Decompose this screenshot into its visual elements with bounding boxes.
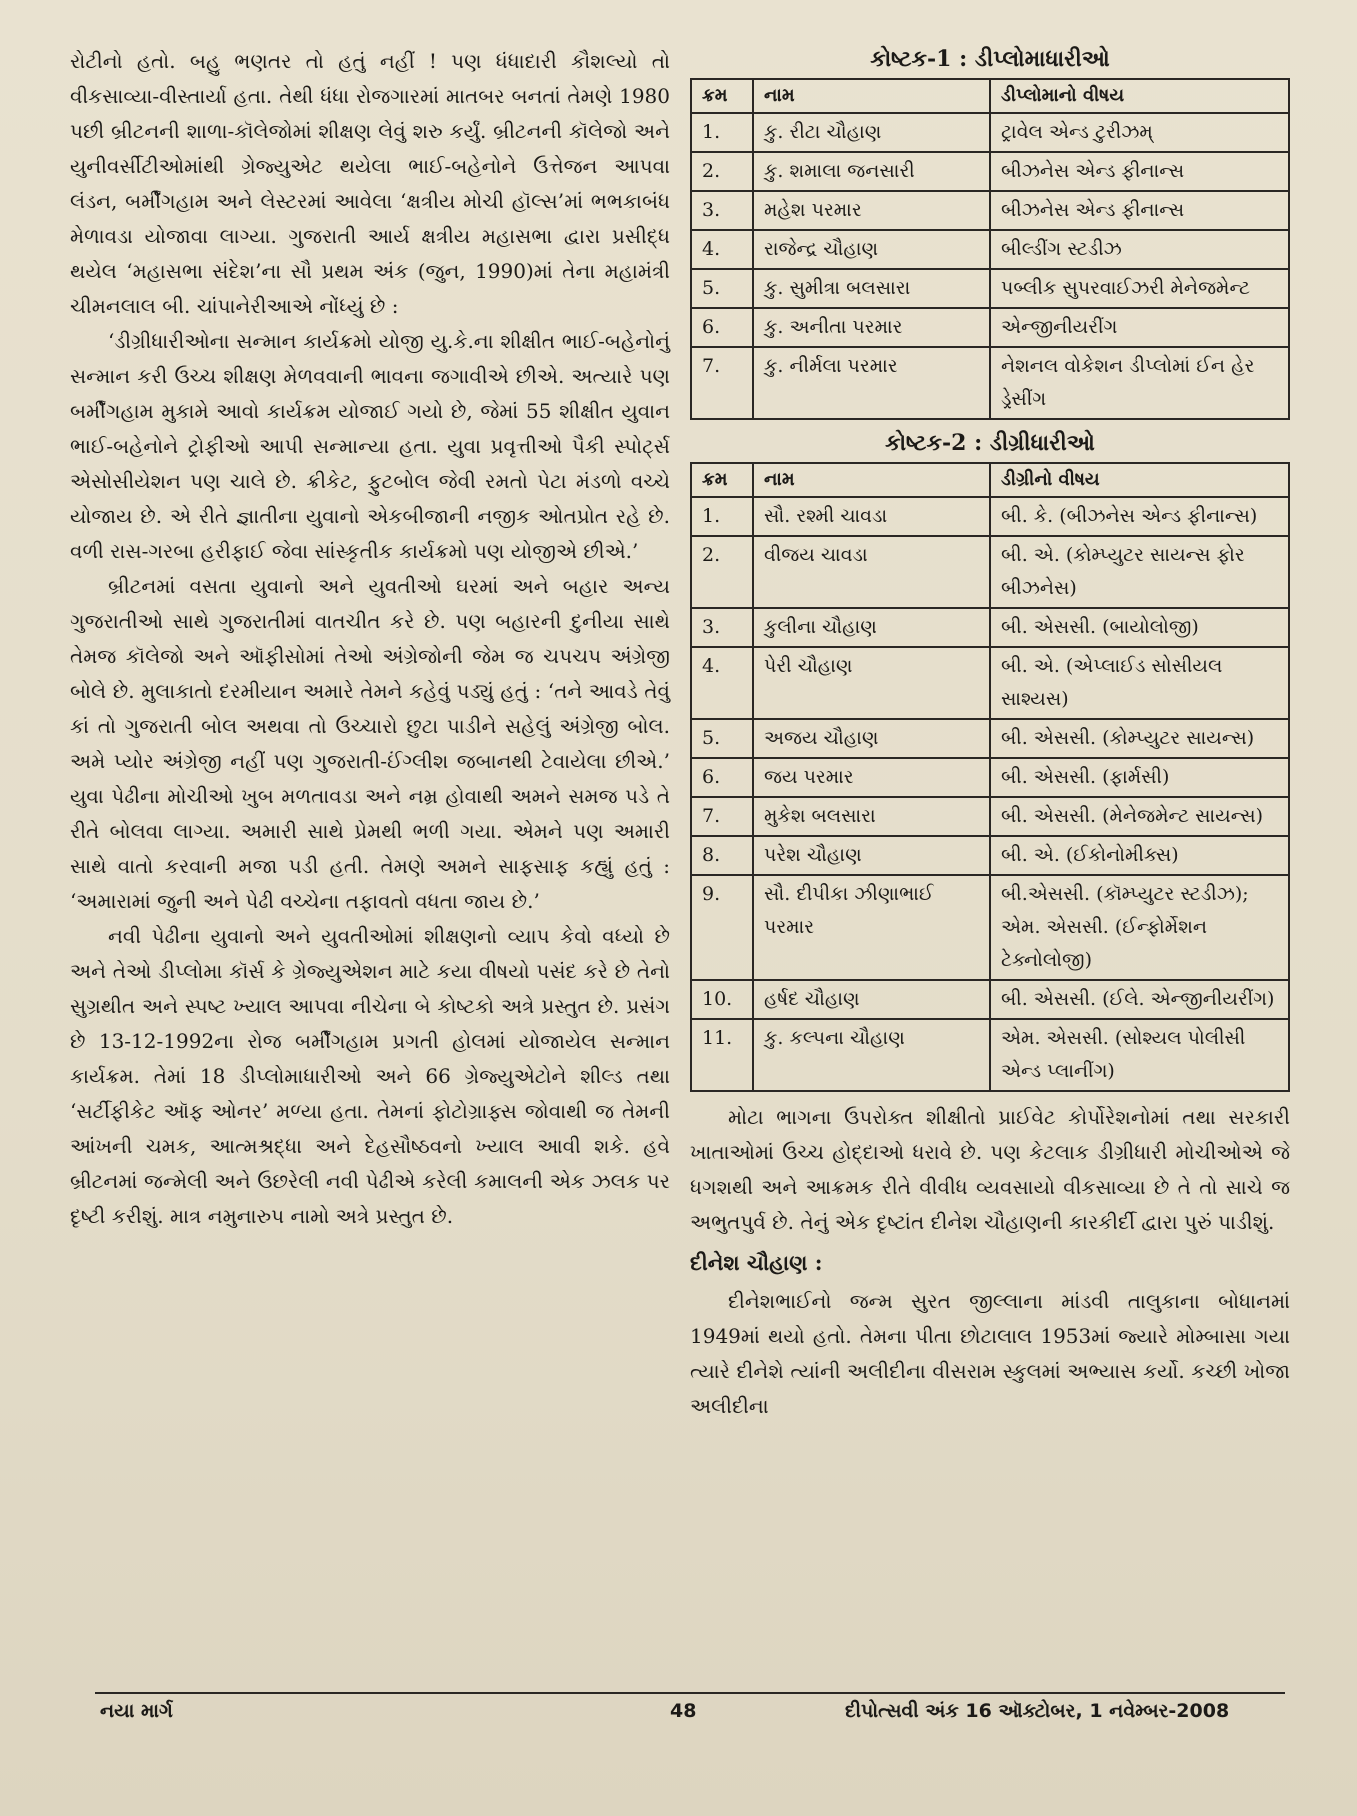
table-row: [691, 758, 1289, 797]
column-header: નામ: [753, 463, 990, 497]
table-cell: બી. એસસી. (ઈલે. એન્જીનીયરીંગ): [990, 980, 1289, 1019]
degree-table: [690, 462, 1290, 1092]
table-row: [691, 191, 1289, 230]
table-header-row: [691, 463, 1289, 497]
table1-caption: કોષ્ટક-1 : ડીપ્લોમાધારીઓ: [870, 46, 1110, 72]
paragraph: નવી પેઢીના યુવાનો અને યુવતીઓમાં શીક્ષણનો વ્યાપ કેવો વધ્યો છે અને તેઓ ડીપ્લોમા કૉર્સ કે ગ્રેજ્યુએશન માટે કયા વીષયો પસંદ કરે છે તેનો સુગ્રથીત અને સ્પષ્ટ ખ્યાલ આપવા નીચેના બે કોષ્ટકો અત્રે પ્રસ્તુત છે. પ્રસંગ છે 13-12-1992ના રોજ બર્મીંગહામ પ્રગતી હોલમાં યોજાયેલ સન્માન કાર્યક્રમ. તેમાં 18 ડીપ્લોમાધારીઓ અને 66 ગ્રેજ્યુએટોને શીલ્ડ તથા ‘સર્ટીફીકેટ ઑફ ઓનર’ મળ્યા હતા. તેમનાં ફોટોગ્રાફ્સ જોવાથી જ તેમની આંખની ચમક, આત્મશ્રદ્ધા અને દેહસૌષ્ઠવનો ખ્યાલ આવી શકે. હવે બ્રીટનમાં જન્મેલી અને ઉછરેલી નવી પેઢીએ કરેલી કમાલની એક ઝલક પર દૃષ્ટી કરીશું. માત્ર નમુનારુપ નામો અત્રે પ્રસ્તુત છે.: [70, 924, 670, 1228]
table-row: [691, 269, 1289, 308]
footer-publication: નયા માર્ગ: [100, 1700, 173, 1722]
paragraph: રોટીનો હતો. બહુ ભણતર તો હતું નહીં ! પણ ધંધાદારી કૌશલ્યો તો વીકસાવ્યા-વીસ્તાર્યા હતા. તેથી ધંધા રોજગારમાં માતબર બનતાં તેમણે 1980 પછી બ્રીટનની શાળા-કૉલેજોમાં શીક્ષણ લેવું શરુ કર્યું. બ્રીટનની કૉલેજો અને યુનીવર્સીટીઓમાંથી ગ્રેજ્યુએટ થયેલા ભાઈ-બહેનોને ઉત્તેજન આપવા લંડન, બર્મીંગહામ અને લેસ્ટરમાં આવેલા ‘ક્ષત્રીય મોચી હૉલ્સ’માં ભભકાબંધ મેળાવડા યોજાવા લાગ્યા. ગુજરાતી આર્ય ક્ષત્રીય મહાસભા દ્વારા પ્રસીદ્ધ થયેલ ‘મહાસભા સંદેશ’ના સૌ પ્રથમ અંક (જુન, 1990)માં તેના મહામંત્રી ચીમનલાલ બી. ચાંપાનેરીઆએ નોંધ્યું છે :: [70, 49, 670, 318]
right-column: [690, 44, 1290, 1424]
column-header: ક્રમ: [691, 463, 753, 497]
table-cell: બી.એસસી. (કૉમ્પ્યુટર સ્ટડીઝ); એમ. એસસી. (ઈન્ફોર્મેશન ટેક્નોલોજી): [990, 875, 1289, 980]
table-cell: અજય ચૌહાણ: [753, 719, 990, 758]
table-cell: બી. એસસી. (ફાર્મસી): [990, 758, 1289, 797]
table-cell: 5.: [691, 269, 753, 308]
table-row: [691, 797, 1289, 836]
table-cell: 2.: [691, 536, 753, 608]
table-cell: 9.: [691, 875, 753, 980]
table-cell: બીઝનેસ એન્ડ ફીનાન્સ: [990, 191, 1289, 230]
table-cell: ટ્રાવેલ એન્ડ ટુરીઝમ્: [990, 113, 1289, 152]
table2-caption: કોષ્ટક-2 : ડીગ્રીધારીઓ: [885, 430, 1095, 456]
table-row: [691, 308, 1289, 347]
table-cell: કુ. નીર્મલા પરમાર: [753, 347, 990, 419]
table-row: [691, 152, 1289, 191]
table-cell: નેશનલ વોકેશન ડીપ્લોમાં ઈન હેર ડ્રેસીંગ: [990, 347, 1289, 419]
table-row: [691, 836, 1289, 875]
table-row: [691, 719, 1289, 758]
table-row: [691, 230, 1289, 269]
column-header: ડીપ્લોમાનો વીષય: [990, 79, 1289, 113]
table-cell: 7.: [691, 797, 753, 836]
table-cell: બી. એ. (કોમ્પ્યુટર સાયન્સ ફોર બીઝનેસ): [990, 536, 1289, 608]
table-cell: બી. કે. (બીઝનેસ એન્ડ ફીનાન્સ): [990, 497, 1289, 536]
table-cell: રાજેન્દ્ર ચૌહાણ: [753, 230, 990, 269]
paragraph: દીનેશભાઈનો જન્મ સુરત જીલ્લાના માંડવી તાલુકાના બોધાનમાં 1949માં થયો હતો. તેમના પીતા છોટાલાલ 1953માં જ્યારે મોમ્બાસા ગયા ત્યારે દીનેશે ત્યાંની અલીદીના વીસરામ સ્કુલમાં અભ્યાસ કર્યો. કચ્છી ખોજા અલીદીના: [690, 1289, 1290, 1418]
table-cell: 2.: [691, 152, 753, 191]
table-header-row: [691, 79, 1289, 113]
table-row: [691, 113, 1289, 152]
table-cell: કુ. રીટા ચૌહાણ: [753, 113, 990, 152]
table-cell: હર્ષદ ચૌહાણ: [753, 980, 990, 1019]
table-cell: સૌ. દીપીકા ઝીણાભાઈ પરમાર: [753, 875, 990, 980]
table-cell: બી. એસસી. (મેનેજમેન્ટ સાયન્સ): [990, 797, 1289, 836]
table-cell: કુ. અનીતા પરમાર: [753, 308, 990, 347]
table-cell: કુ. સુમીત્રા બલસારા: [753, 269, 990, 308]
table-row: [691, 347, 1289, 419]
table-cell: બી. એસસી. (બાયોલોજી): [990, 608, 1289, 647]
table-cell: કુ. કલ્પના ચૌહાણ: [753, 1019, 990, 1091]
footer-issue: દીપોત્સવી અંક 16 ઑક્ટોબર, 1 નવેમ્બર-2008: [845, 1700, 1230, 1722]
table-cell: 3.: [691, 191, 753, 230]
table-cell: એન્જીનીયરીંગ: [990, 308, 1289, 347]
table-cell: મુકેશ બલસારા: [753, 797, 990, 836]
left-column: [70, 44, 670, 1234]
footer-rule: [95, 1692, 1285, 1694]
table-cell: કુ. શમાલા જનસારી: [753, 152, 990, 191]
table-cell: બી. એ. (એપ્લાઈડ સોસીયલ સાશ્યસ): [990, 647, 1289, 719]
table-cell: કુલીના ચૌહાણ: [753, 608, 990, 647]
table-cell: 5.: [691, 719, 753, 758]
table-cell: બીલ્ડીંગ સ્ટડીઝ: [990, 230, 1289, 269]
table-row: [691, 980, 1289, 1019]
page-number: 48: [670, 1700, 697, 1722]
table-cell: બી. એસસી. (કોમ્પ્યુટર સાયન્સ): [990, 719, 1289, 758]
column-header: નામ: [753, 79, 990, 113]
table-cell: બીઝનેસ એન્ડ ફીનાન્સ: [990, 152, 1289, 191]
table-cell: 1.: [691, 113, 753, 152]
table-row: [691, 608, 1289, 647]
table-cell: બી. એ. (ઈકોનોમીક્સ): [990, 836, 1289, 875]
table-row: [691, 1019, 1289, 1091]
table-cell: પેરી ચૌહાણ: [753, 647, 990, 719]
table-row: [691, 875, 1289, 980]
table-cell: 7.: [691, 347, 753, 419]
section-heading: દીનેશ ચૌહાણ :: [690, 1250, 823, 1275]
table-row: [691, 497, 1289, 536]
column-header: ડીગ્રીનો વીષય: [990, 463, 1289, 497]
table-cell: પરેશ ચૌહાણ: [753, 836, 990, 875]
paragraph: બ્રીટનમાં વસતા યુવાનો અને યુવતીઓ ઘરમાં અને બહાર અન્ય ગુજરાતીઓ સાથે ગુજરાતીમાં વાતચીત કરે છે. પણ બહારની દુનીયા સાથે તેમજ કૉલેજો અને ઑફીસોમાં તેઓ અંગ્રેજોની જેમ જ ચપચપ અંગ્રેજી બોલે છે. મુલાકાતો દરમીયાન અમારે તેમને કહેવું પડ્યું હતું : ‘તને આવડે તેવું કાં તો ગુજરાતી બોલ અથવા તો ઉચ્ચારો છુટા પાડીને સહેલું અંગ્રેજી બોલ. અમે પ્યોર અંગ્રેજી નહીં પણ ગુજરાતી-ઈંગ્લીશ જબાનથી ટેવાયેલા છીએ.’ યુવા પેઢીના મોચીઓ ખુબ મળતાવડા અને નમ્ર હોવાથી અમને સમજ પડે તે રીતે બોલવા લાગ્યા. અમારી સાથે પ્રેમથી ભળી ગયા. એમને પણ અમારી સાથે વાતો કરવાની મજા પડી હતી. તેમણે અમને સાફસાફ કહ્યું હતું : ‘અમારામાં જુની અને પેઢી વચ્ચેના તફાવતો વધતા જાય છે.’: [70, 574, 670, 913]
table-cell: એમ. એસસી. (સોશ્યલ પોલીસી એન્ડ પ્લાનીંગ): [990, 1019, 1289, 1091]
table-cell: 4.: [691, 647, 753, 719]
table-cell: સૌ. રશ્મી ચાવડા: [753, 497, 990, 536]
column-header: ક્રમ: [691, 79, 753, 113]
table-cell: 3.: [691, 608, 753, 647]
table-cell: વીજય ચાવડા: [753, 536, 990, 608]
table-cell: પબ્લીક સુપરવાઈઝરી મેનેજમેન્ટ: [990, 269, 1289, 308]
table-cell: 1.: [691, 497, 753, 536]
table-row: [691, 647, 1289, 719]
diploma-table: [690, 78, 1290, 420]
table-cell: 11.: [691, 1019, 753, 1091]
table-cell: 8.: [691, 836, 753, 875]
paragraph: મોટા ભાગના ઉપરોક્ત શીક્ષીતો પ્રાઈવેટ કોર્પોરેશનોમાં તથા સરકારી ખાતાઓમાં ઉચ્ચ હોદ્દાઓ ધરાવે છે. પણ કેટલાક ડીગ્રીધારી મોચીઓએ જે ધગશથી અને આક્રમક રીતે વીવીધ વ્યવસાયો વીકસાવ્યા છે તે તો સાચે જ અભુતપુર્વ છે. તેનું એક દૃષ્ટાંત દીનેશ ચૌહાણની કારકીર્દી દ્વારા પુરું પાડીશું.: [690, 1105, 1290, 1234]
table-cell: જય પરમાર: [753, 758, 990, 797]
table-cell: 10.: [691, 980, 753, 1019]
quote-paragraph: ‘ડીગ્રીધારીઓના સન્માન કાર્યક્રમો યોજી યુ.કે.ના શીક્ષીત ભાઈ-બહેનોનું સન્માન કરી ઉચ્ચ શીક્ષણ મેળવવાની ભાવના જગાવીએ છીએ. અત્યારે પણ બર્મીંગહામ મુકામે આવો કાર્યક્રમ યોજાઈ ગયો છે, જેમાં 55 શીક્ષીત યુવાન ભાઈ-બહેનોને ટ્રોફીઓ આપી સન્માન્યા હતા. યુવા પ્રવૃત્તીઓ પૈકી સ્પોર્ટ્સ એસોસીયેશન પણ ચાલે છે. ક્રીકેટ, ફુટબોલ જેવી રમતો પેટા મંડળો વચ્ચે યોજાય છે. એ રીતે જ્ઞાતીના યુવાનો એકબીજાની નજીક ઓતપ્રોત રહે છે. વળી રાસ-ગરબા હરીફાઈ જેવા સાંસ્કૃતીક કાર્યક્રમો પણ યોજીએ છીએ.’: [70, 329, 670, 563]
table-row: [691, 536, 1289, 608]
table-cell: 6.: [691, 758, 753, 797]
table-cell: 6.: [691, 308, 753, 347]
table-cell: મહેશ પરમાર: [753, 191, 990, 230]
table-cell: 4.: [691, 230, 753, 269]
